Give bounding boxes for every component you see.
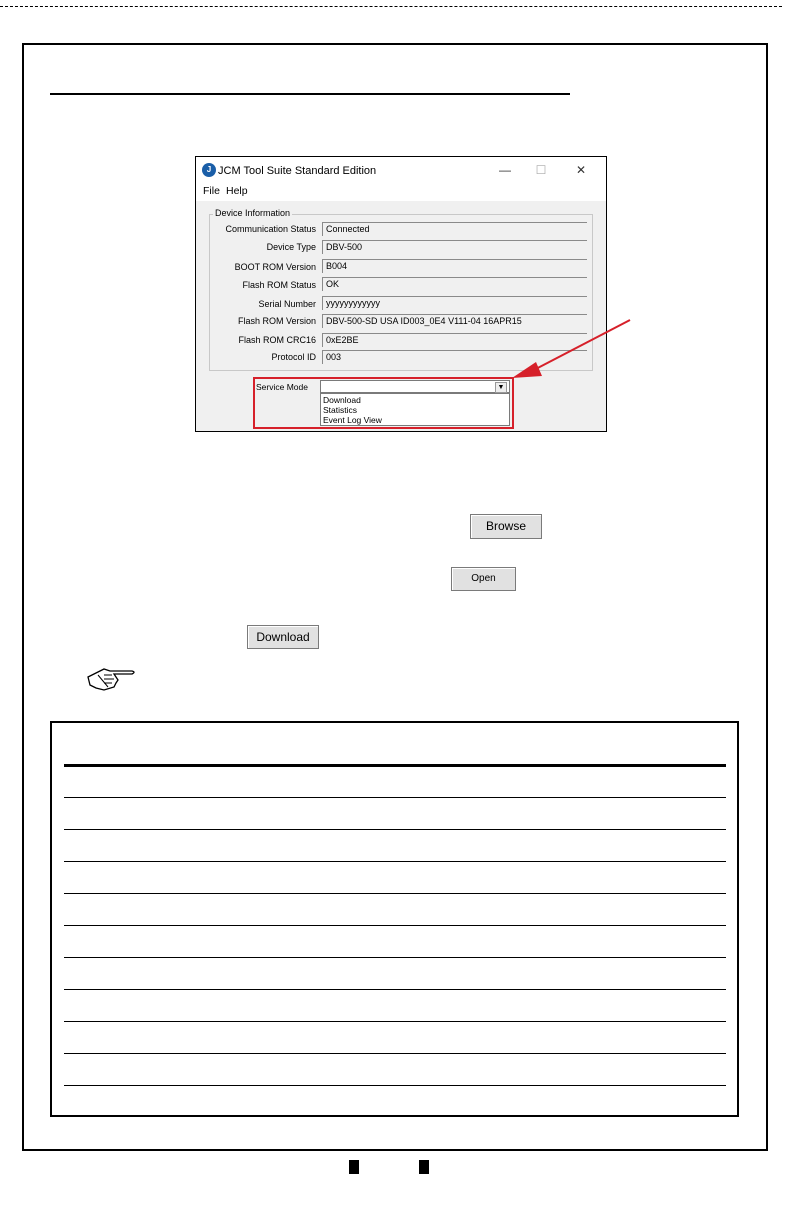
flash-status-label: Flash ROM Status — [242, 280, 316, 290]
footer-mark-right — [419, 1160, 429, 1174]
browse-button[interactable]: Browse — [470, 514, 542, 539]
protocol-id-label: Protocol ID — [271, 352, 316, 362]
close-button[interactable]: ✕ — [575, 163, 587, 177]
table-row — [64, 797, 726, 798]
menu-help[interactable]: Help — [226, 185, 248, 197]
pointing-hand-icon — [86, 663, 138, 693]
flash-version-value: DBV-500-SD USA ID003_0E4 V111-04 16APR15 — [322, 314, 587, 328]
maximize-button[interactable]: ☐ — [535, 163, 547, 177]
table-row — [64, 989, 726, 990]
table-row — [64, 1085, 726, 1086]
callout-arrow — [510, 318, 634, 382]
crc16-value: 0xE2BE — [322, 333, 587, 347]
table-row — [64, 957, 726, 958]
device-type-value: DBV-500 — [322, 240, 587, 254]
protocol-id-value: 003 — [322, 350, 587, 364]
table-row — [64, 861, 726, 862]
table-row — [64, 893, 726, 894]
open-button[interactable]: Open — [451, 567, 516, 591]
menu-bar — [196, 183, 606, 201]
comm-status-value: Connected — [322, 222, 587, 236]
jcm-logo-icon: J — [202, 163, 216, 177]
device-info-label: Device Information — [215, 208, 291, 218]
device-type-label: Device Type — [266, 242, 316, 252]
boot-rom-label: BOOT ROM Version — [234, 262, 316, 272]
chevron-down-icon[interactable]: ▼ — [495, 382, 507, 393]
flash-version-label: Flash ROM Version — [237, 316, 316, 326]
menu-file[interactable]: File — [203, 185, 220, 197]
footer-mark-left — [349, 1160, 359, 1174]
top-dashed-rule — [0, 6, 782, 7]
boot-rom-value: B004 — [322, 259, 587, 273]
app-window — [195, 156, 607, 432]
table-row — [64, 829, 726, 830]
serial-number-value: yyyyyyyyyyyy — [322, 296, 587, 310]
table-row — [64, 1021, 726, 1022]
table-row — [64, 1053, 726, 1054]
title-bar — [196, 157, 606, 183]
table-frame — [50, 721, 739, 1117]
option-download[interactable]: Download — [323, 395, 361, 405]
comm-status-label: Communication Status — [225, 224, 316, 234]
window-title: JCM Tool Suite Standard Edition — [218, 165, 377, 177]
heading-rule — [50, 93, 570, 95]
option-event-log-view[interactable]: Event Log View — [323, 415, 382, 425]
flash-status-value: OK — [322, 277, 587, 291]
option-statistics[interactable]: Statistics — [323, 405, 358, 415]
highlight-box — [253, 377, 514, 429]
serial-number-label: Serial Number — [258, 299, 316, 309]
table-row — [64, 925, 726, 926]
service-mode-label: Service Mode — [256, 382, 308, 392]
table-header-rule — [64, 764, 726, 767]
crc16-label: Flash ROM CRC16 — [238, 335, 316, 345]
minimize-button[interactable]: — — [499, 163, 511, 177]
download-button[interactable]: Download — [247, 625, 319, 649]
